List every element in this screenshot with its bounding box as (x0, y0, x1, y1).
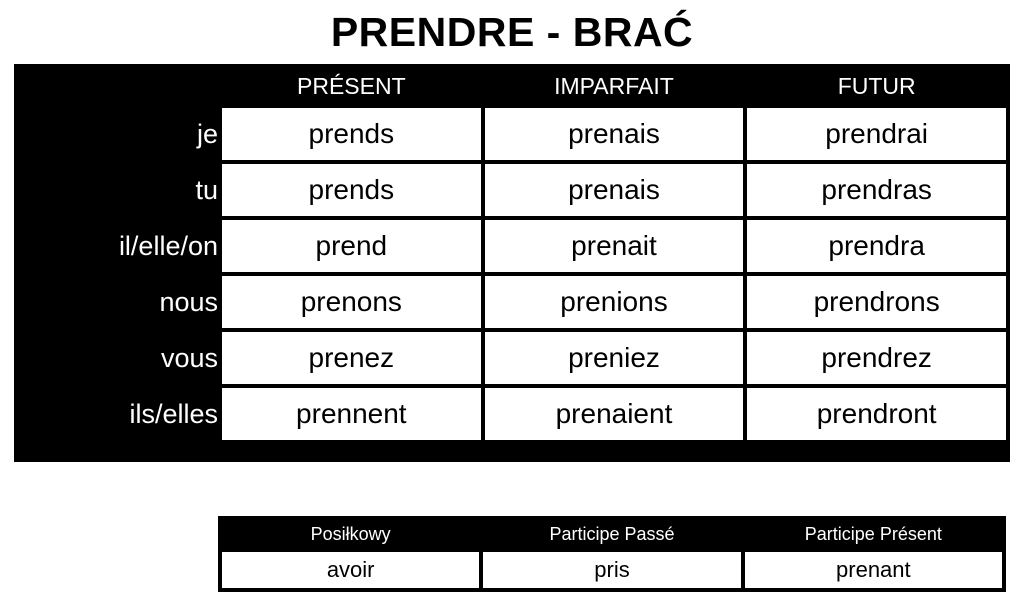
auxiliary-participles-table (218, 516, 1006, 592)
pronoun-je: je (18, 108, 218, 160)
column-header-present: PRÉSENT (222, 68, 481, 104)
column-header-futur: FUTUR (747, 68, 1006, 104)
form-vous-imparfait: preniez (485, 332, 744, 384)
table-row (18, 388, 1006, 440)
table-header-row (18, 68, 1006, 104)
form-je-present: prends (222, 108, 481, 160)
table-row (18, 220, 1006, 272)
column-header-participe-present: Participe Présent (745, 520, 1002, 548)
table-row (222, 552, 1002, 588)
pronoun-ils-elles: ils/elles (18, 388, 218, 440)
form-vous-futur: prendrez (747, 332, 1006, 384)
value-participe-passe: pris (483, 552, 740, 588)
form-nous-present: prenons (222, 276, 481, 328)
form-vous-present: prenez (222, 332, 481, 384)
column-header-participe-passe: Participe Passé (483, 520, 740, 548)
value-participe-present: prenant (745, 552, 1002, 588)
column-header-posilkowy: Posiłkowy (222, 520, 479, 548)
pronoun-tu: tu (18, 164, 218, 216)
table-row (18, 332, 1006, 384)
form-il-imparfait: prenait (485, 220, 744, 272)
value-posilkowy: avoir (222, 552, 479, 588)
form-tu-present: prends (222, 164, 481, 216)
form-ils-futur: prendront (747, 388, 1006, 440)
form-tu-imparfait: prenais (485, 164, 744, 216)
form-nous-imparfait: prenions (485, 276, 744, 328)
form-je-futur: prendrai (747, 108, 1006, 160)
form-ils-imparfait: prenaient (485, 388, 744, 440)
form-nous-futur: prendrons (747, 276, 1006, 328)
pronoun-nous: nous (18, 276, 218, 328)
form-il-futur: prendra (747, 220, 1006, 272)
conjugation-table (14, 64, 1010, 444)
form-ils-present: prennent (222, 388, 481, 440)
corner-cell (18, 68, 218, 104)
pronoun-vous: vous (18, 332, 218, 384)
form-il-present: prend (222, 220, 481, 272)
form-tu-futur: prendras (747, 164, 1006, 216)
table-row (18, 108, 1006, 160)
pronoun-il-elle-on: il/elle/on (18, 220, 218, 272)
form-je-imparfait: prenais (485, 108, 744, 160)
page-title: PRENDRE - BRAĆ (330, 9, 694, 55)
table-row (18, 276, 1006, 328)
table-header-row (222, 520, 1002, 548)
conjugation-table-container (14, 64, 1010, 462)
column-header-imparfait: IMPARFAIT (485, 68, 744, 104)
auxiliary-participles-table-container (218, 516, 1006, 592)
table-row (18, 164, 1006, 216)
